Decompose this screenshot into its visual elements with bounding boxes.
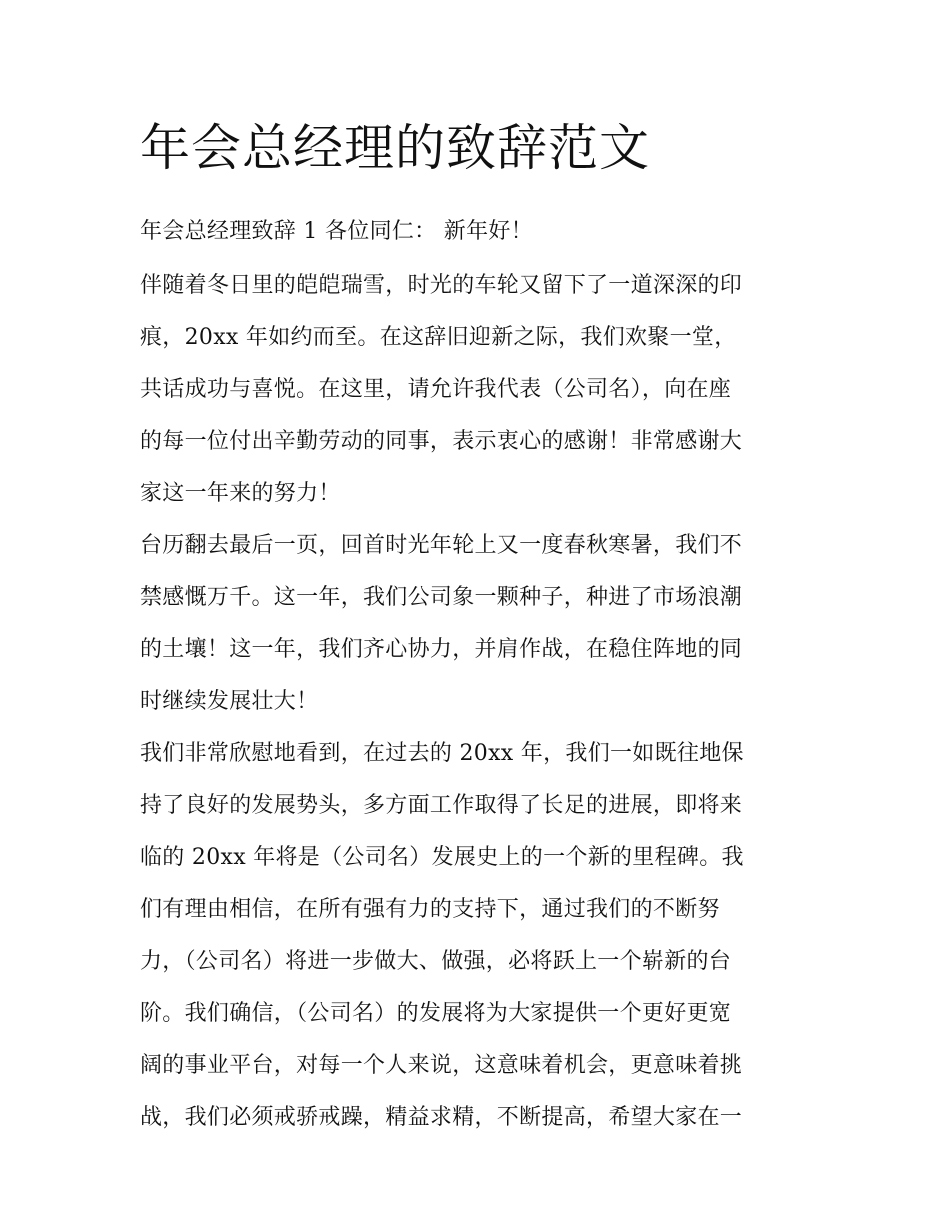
body-line: 的每一位付出辛勤劳动的同事，表示衷心的感谢！非常感谢大 [140,429,743,454]
body-line: 共话成功与喜悦。在这里，请允许我代表（公司名），向在座 [140,377,732,402]
body-line: 痕，20xx 年如约而至。在这辞旧迎新之际，我们欢聚一堂， [140,325,737,350]
body-line: 我们非常欣慰地看到，在过去的 20xx 年，我们一如既往地保 [140,741,744,766]
body-line: 阔的事业平台，对每一个人来说，这意味着机会，更意味着挑 [140,1053,743,1078]
body-line: 年会总经理致辞 1 各位同仁： 新年好！ [140,219,533,244]
body-line: 的土壤！这一年，我们齐心协力，并肩作战，在稳住阵地的同 [140,637,743,662]
body-line: 时继续发展壮大！ [140,689,319,714]
body-line: 战，我们必须戒骄戒躁，精益求精，不断提高，希望大家在一 [140,1105,743,1130]
body-line: 阶。我们确信，（公司名）的发展将为大家提供一个更好更宽 [140,1001,732,1026]
body-line: 台历翻去最后一页，回首时光年轮上又一度春秋寒暑，我们不 [140,533,743,558]
body-line: 力，（公司名）将进一步做大、做强，必将跃上一个崭新的台 [140,949,732,974]
document-title: 年会总经理的致辞范文 [140,119,650,177]
body-line: 禁感慨万千。这一年，我们公司象一颗种子，种进了市场浪潮 [140,585,743,610]
body-line: 家这一年来的努力！ [140,481,341,506]
body-line: 们有理由相信，在所有强有力的支持下，通过我们的不断努 [140,897,720,922]
body-line: 伴随着冬日里的皑皑瑞雪，时光的车轮又留下了一道深深的印 [140,273,743,298]
document-body [140,206,820,1144]
document-page [140,108,820,1144]
body-line: 持了良好的发展势头，多方面工作取得了长足的进展，即将来 [140,793,743,818]
body-line: 临的 20xx 年将是（公司名）发展史上的一个新的里程碑。我 [140,845,744,870]
